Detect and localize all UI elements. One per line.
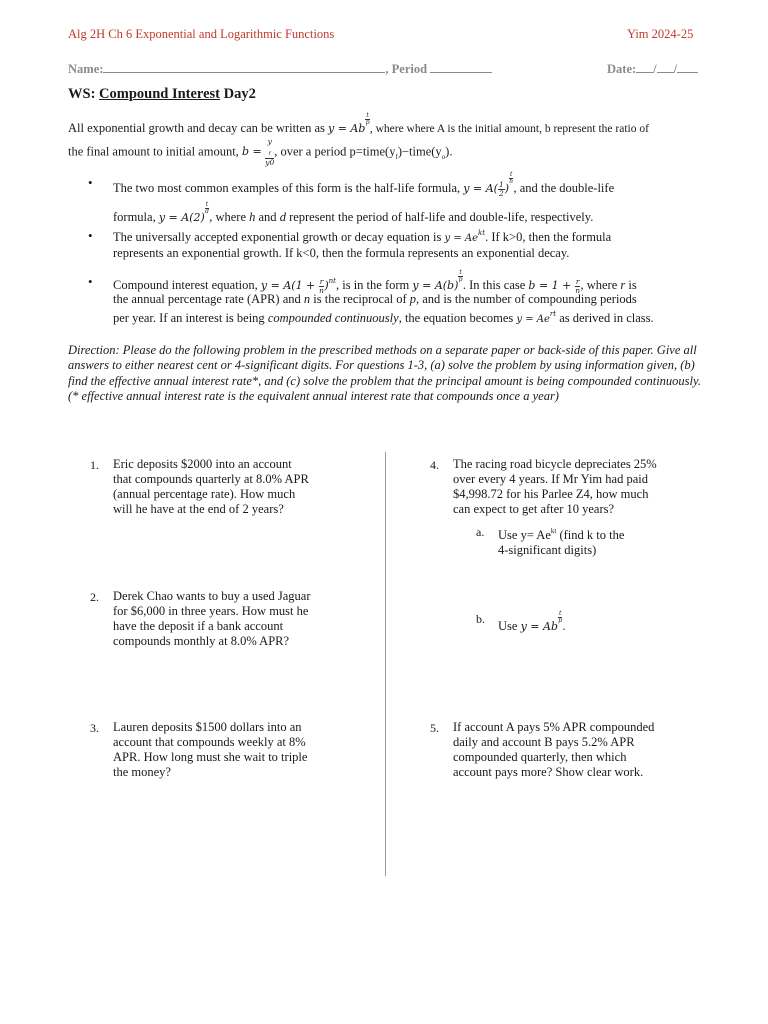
problem-4a-label: a. (476, 525, 485, 539)
bullet-text: , where (580, 278, 618, 292)
problem-1-number: 1. (90, 458, 99, 472)
worksheet-title (68, 86, 256, 103)
directions-paragraph: Direction: Please do the following problem in the prescribed methods on a separate paper or back-side of this paper. Give all answers to either nearest cent or 4-significant digits. For questions 1-3, (a) solve the problem by using information given, (b) find the effective annual interest rate*, and (c) solve the problem that the principal amount is being compounded continuously. (* effective annual interest rate is the equivalent annual interest rate that compounds once a year) (68, 343, 701, 403)
formula-aekt: $y = Ae^{kt}$ (444, 229, 486, 244)
bullet-dot: • (88, 175, 93, 190)
bullet-text: , where (209, 210, 246, 224)
problem-4b-text: Use y = Ab $\frac{t}{p}$ . (498, 610, 566, 633)
var-r: r (620, 278, 626, 292)
ws-suffix: Day2 (223, 86, 256, 102)
problem-5-number: 5. (430, 721, 439, 735)
bullet-text: , is in the form (336, 278, 410, 292)
teacher-year: Yim 2024-25 (627, 27, 694, 41)
bullet-text: the annual percentage rate (APR) and (113, 292, 301, 306)
formula-form-ab: y = A(b) $\frac{t}{p}$ (412, 269, 463, 292)
var-h: h (249, 210, 256, 224)
course-title: Alg 2H Ch 6 Exponential and Logarithmic Functions (68, 27, 335, 41)
bullet-text: . In this case (462, 278, 526, 292)
compounded-continuously: compounded continuously (267, 311, 399, 325)
period-blank[interactable] (430, 60, 492, 73)
problem-5-text: If account A pays 5% APR compounded daily and account B pays 5.2% APR compounded quarterly, then which account pays more? Show clear work. (453, 720, 655, 779)
problem-3-text: Lauren deposits $1500 dollars into an account that compounds weekly at 8% APR. How long must she wait to triple the money? (113, 720, 308, 779)
bullet-1-line-2 (113, 202, 708, 225)
bullet-3-line-2 (113, 292, 708, 307)
bullet-text: The two most common examples of this form is the half-life formula, (113, 181, 461, 195)
bullet-text: The universally accepted exponential growth or decay equation is (113, 230, 442, 244)
problem-3-number: 3. (90, 721, 99, 735)
problem-4b-label: b. (476, 612, 485, 626)
formula-b-ratio: b = y $_f$ y0 (241, 137, 275, 167)
date-sep: / (653, 62, 657, 76)
date-year-blank[interactable] (677, 60, 698, 73)
ws-prefix: WS: (68, 86, 96, 102)
name-label: Name: (68, 62, 104, 76)
date-day-blank[interactable] (657, 60, 674, 73)
formula-double-life: y = A(2) $\frac{t}{d}$ (158, 201, 209, 224)
bullet-text: Compound interest equation, (113, 278, 258, 292)
bullet-2 (113, 226, 708, 261)
date-month-blank[interactable] (636, 60, 653, 73)
bullet-text: . If k>0, then the formula (485, 230, 612, 244)
intro-text: All exponential growth and decay can be written as (68, 121, 325, 135)
var-p: p (409, 292, 416, 306)
name-blank[interactable] (103, 60, 385, 73)
intro-text: ). (445, 144, 453, 159)
bullet-text: is the reciprocal of (313, 292, 407, 306)
var-d: d (279, 210, 286, 224)
formula-aert: $y = Ae^{rt}$ (516, 310, 557, 325)
bullet-text: , and the double-life (513, 181, 615, 195)
formula-compound: y = A(1 + $\frac{r}{n}$ )$^{nt}$ (260, 276, 336, 295)
intro-text: )−time(y (397, 144, 442, 159)
problem-1-text: Eric deposits $2000 into an account that compounds quarterly at 8.0% APR (annual percentage rate). How much will he have at the end of 2 years? (113, 457, 309, 516)
bullet-1-line-1 (113, 172, 708, 198)
formula-y-ab-b: y = Ab $\frac{t}{p}$ (520, 610, 563, 633)
formula-b-def: b = 1 + $\frac{r}{n}$ (528, 276, 581, 295)
problem-4-text: The racing road bicycle depreciates 25% over every 4 years. If Mr Yim had paid $4,998.72 for his Parlee Z4, how much can expect to get after 10 years? (453, 457, 657, 516)
date-label: Date: (607, 62, 637, 76)
bullet-text: is (628, 278, 637, 292)
sub-f: f (395, 152, 398, 161)
problem-2-text: Derek Chao wants to buy a used Jaguar for $6,000 in three years. How must he have the deposit if a bank account compounds monthly at 8.0% APR? (113, 589, 311, 648)
date-field (607, 60, 698, 77)
intro-text: , where where A is the initial amount, b represent the ratio of (369, 123, 649, 135)
bullet-text: , and is the number of compounding periods (416, 292, 637, 306)
bullet-text: formula, (113, 210, 156, 224)
bullet-text: , the equation becomes (398, 311, 514, 325)
intro-text: the final amount to initial amount, (68, 144, 239, 159)
formula-y-ab: y = Ab $\frac{t}{p}$ (327, 112, 370, 135)
bullet-3-line-1 (113, 270, 708, 295)
problem-4-number: 4. (430, 458, 439, 472)
problem-4a-text: Use $y= Ae^{kt}$ (find k to the 4-significant digits) (498, 527, 625, 557)
bullet-3-line-3 (113, 307, 708, 327)
bullet-text: per year. If an interest is being (113, 311, 265, 325)
period-label: , Period (385, 62, 428, 76)
formula-half-life: y = A( $\frac{1}{2}$ ) $\frac{t}{h}$ (463, 171, 514, 198)
ws-topic: Compound Interest (99, 86, 221, 102)
var-n: n (303, 292, 311, 306)
sub-o: o (441, 152, 446, 161)
problem-2-number: 2. (90, 590, 99, 604)
bullet-text: and (258, 210, 277, 224)
student-info-line (68, 60, 492, 77)
intro-line-1 (68, 113, 708, 137)
intro-line-2 (68, 138, 708, 167)
intro-text: , over a period p=time(y (274, 144, 396, 159)
column-divider (385, 452, 386, 876)
bullet-text: as derived in class. (559, 311, 654, 325)
date-sep: / (673, 62, 678, 76)
bullet-dot: • (88, 274, 93, 289)
bullet-text: represent the period of half-life and double-life, respectively. (289, 210, 594, 224)
bullet-dot: • (88, 228, 93, 243)
bullet-text: represents an exponential growth. If k<0, then the formula represents an exponential decay. (113, 246, 570, 260)
